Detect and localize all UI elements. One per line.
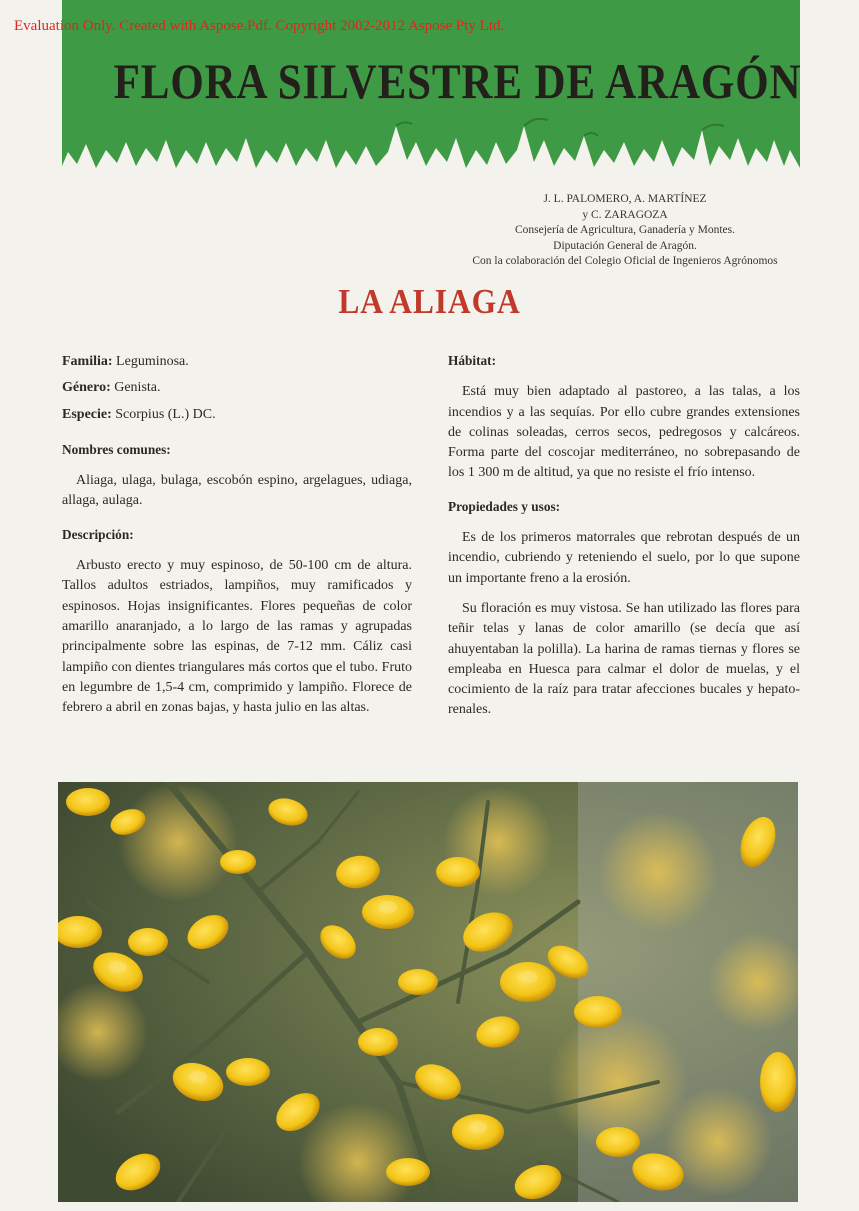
descripcion-heading: Descripción: xyxy=(62,527,134,543)
nombres-heading: Nombres comunes: xyxy=(62,442,171,458)
left-column xyxy=(62,352,412,718)
author-credits xyxy=(450,192,800,270)
familia-label: Familia: xyxy=(62,354,113,369)
author-affiliation: Consejería de Agricultura, Ganadería y Montes. xyxy=(514,224,736,236)
article-title: LA ALIAGA xyxy=(338,282,521,321)
nombres-text: Aliaga, ulaga, bulaga, escobón espino, argelagues, udiaga, allaga, aulaga. xyxy=(62,473,412,509)
watermark-text: Evaluation Only. Created with Aspose.Pdf. Copyright 2002-2012 Aspose Pty Ltd. xyxy=(14,18,505,34)
habitat-text: Está muy bien adaptado al pastoreo, a las talas, a los incendios y a las sequías. Por ello cubre grandes extensiones de colinas soleadas, cerros secos, pedregosos y calcáreos. Forma parte del coscojar mediterráneo, no sobrepasando de los 1 300 m de altitud, ya que no resiste el frío intenso. xyxy=(448,384,800,481)
familia-row xyxy=(62,352,412,372)
habitat-heading: Hábitat: xyxy=(448,354,497,369)
especie-row xyxy=(62,405,412,425)
propiedades-text-2: Su floración es muy vistosa. Se han utilizado las flores para teñir telas y lanas de color amarillo (se decía que así ahuyentaban la polilla). La harina de ramas tiernas y flores se empleaba en Huesca para calmar el dolor de muelas, y el cocimiento de la raíz para tratar afecciones bucales y hepato-renales. xyxy=(448,600,800,718)
gorse-flowers-image xyxy=(58,782,798,1202)
especie-value: Scorpius (L.) DC. xyxy=(115,406,216,422)
descripcion-text: Arbusto erecto y muy espinoso, de 50-100 cm de altura. Tallos adultos estriados, lampiños, muy ramificados y espinosos. Hojas insignificantes. Flores pequeñas de color amarillo anaranjado, a lo largo de las ramas y agrupadas principalmente sobre las espinas, de 7-12 mm. Cáliz casi lampiño con dientes triangulares más cortos que el tubo. Fruto en legumbre de 1,5-4 cm, comprimido y lampiño. Florece de febrero a abril en zonas bajas, y hasta julio en las altas. xyxy=(62,558,412,716)
propiedades-heading: Propiedades y usos: xyxy=(448,499,561,515)
author-names: J. L. PALOMERO, A. MARTÍNEZ xyxy=(543,193,707,205)
aliaga-photo xyxy=(58,782,798,1202)
author-institution: Diputación General de Aragón. xyxy=(553,239,697,252)
genero-row xyxy=(62,378,412,398)
propiedades-text-1: Es de los primeros matorrales que rebrotan después de un incendio, cubriendo y reteniendo el suelo, por lo que supone un importante freno a la erosión. xyxy=(448,530,800,586)
author-collaboration: Con la colaboración del Colegio Oficial de Ingenieros Agrónomos xyxy=(472,255,778,267)
right-column xyxy=(448,352,800,721)
especie-label: Especie: xyxy=(62,406,112,422)
genero-label: Género: xyxy=(62,380,111,396)
author-names-cont: y C. ZARAGOZA xyxy=(582,208,668,221)
masthead-title: FLORA SILVESTRE DE ARAGÓN xyxy=(113,53,802,109)
familia-value: Leguminosa. xyxy=(116,354,189,369)
genero-value: Genista. xyxy=(114,380,161,396)
